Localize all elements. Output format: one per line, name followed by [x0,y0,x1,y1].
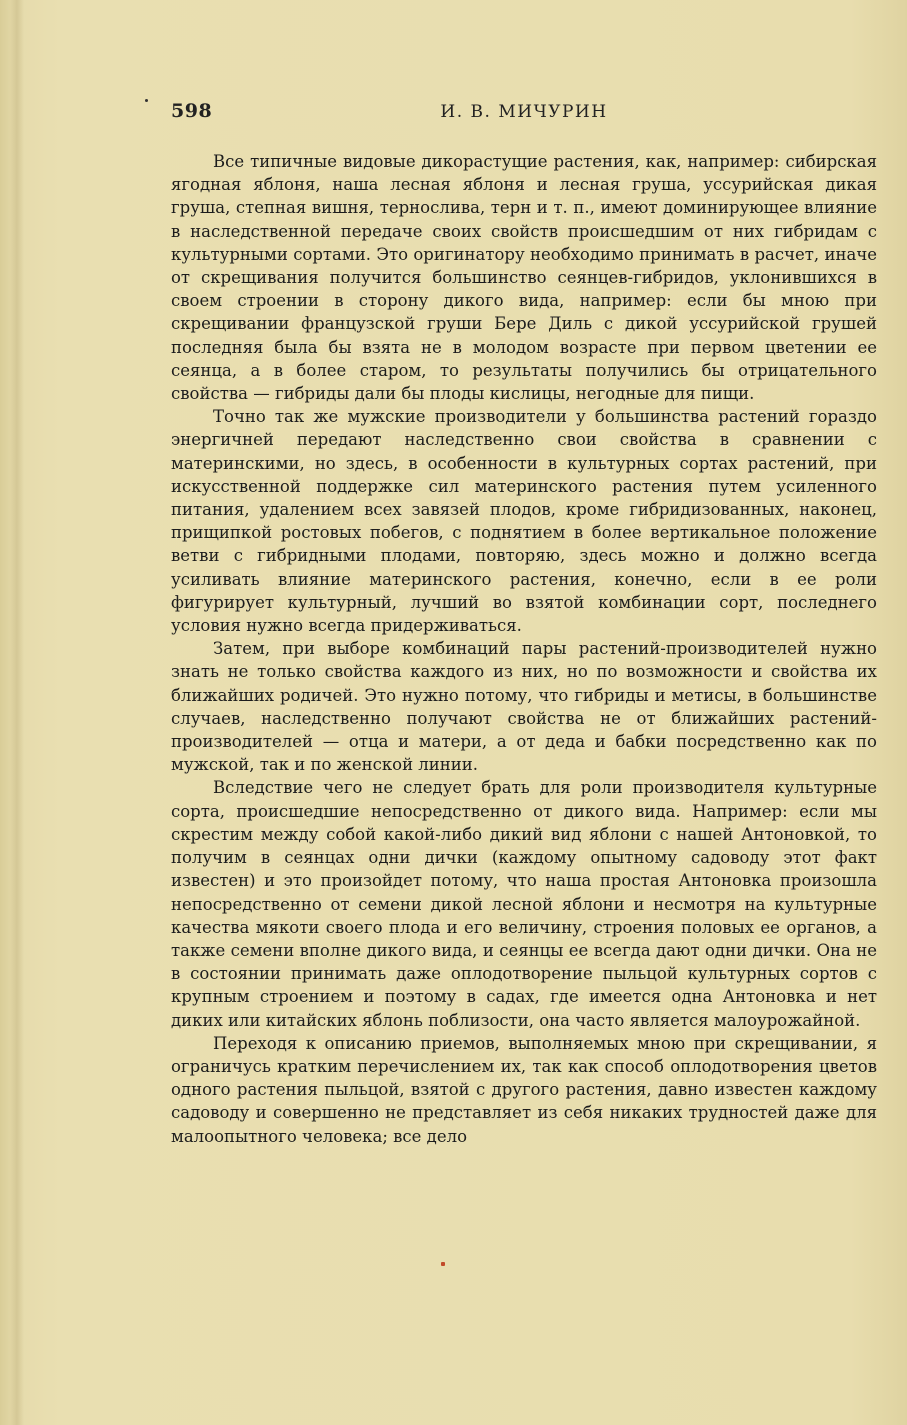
ink-speck [145,99,148,102]
page-spine-shadow [10,0,24,1425]
body-text [171,150,877,1148]
running-head: И. В. МИЧУРИН [440,102,608,122]
paragraph: Все типичные видовые дикорастущие растения, как, например: сибирская ягодная яблоня, наша лесная яблоня и лесная груша, уссурийская дикая груша, степная вишня, тернослива, терн и т. п., имеют доминирующее влияние в наследственной передаче своих свойств происшедшим от них гибридам с культурными сортами. Это оригинатору необходимо принимать в расчет, иначе от скрещивания получится большинство сеянцев-гибридов, уклонившихся в своем строении в сторону дикого вида, например: если бы мною при скрещивании французской груши Бере Диль с дикой уссурийской грушей последняя была бы взята не в молодом возрасте при первом цветении ее сеянца, а в более старом, то результаты получились бы отрицательного свойства — гибриды дали бы плоды кислицы, негодные для пищи. [171,152,877,404]
paragraph: Точно так же мужские производители у большинства растений гораздо энергичней передают наследственно свои свойства в сравнении с материнскими, но здесь, в особенности в культурных сортах растений, при искусственной поддержке сил материнского растения путем усиленного питания, удалением всех завязей плодов, кроме гибридизованных, наконец, прищипкой ростовых побегов, с поднятием в более вертикальное положение ветви с гибридными плодами, повторяю, здесь можно и должно всегда усиливать влияние материнского растения, конечно, если в ее роли фигурирует культурный, лучший во взятой комбинации сорт, последнего условия нужно всегда придерживаться. [171,407,877,636]
paragraph: Вследствие чего не следует брать для роли производителя культурные сорта, происшедшие непосредственно от дикого вида. Например: если мы скрестим между собой какой-либо дикий вид яблони с нашей Антоновкой, то получим в сеянцах одни дички (каждому опытному садоводу этот факт известен) и это произойдет потому, что наша простая Антоновка произошла непосредственно от семени дикой лесной яблони и несмотря на культурные качества мякоти своего плода и его величину, строения половых ее органов, а также семени вполне дикого вида, и сеянцы ее всегда дают одни дички. Она не в состоянии принимать даже оплодотворение пыльцой культурных сортов с крупным строением и поэтому в садах, где имеется одна Антоновка и нет диких или китайских яблонь поблизости, она часто является малоурожайной. [171,778,877,1030]
paragraph: Переходя к описанию приемов, выполняемых мною при скрещивании, я ограничусь кратким перечислением их, так как способ оплодотворения цветов одного растения пыльцой, взятой с другого растения, давно известен каждому садоводу и совершенно не представляет из себя никаких трудностей даже для малоопытного человека; все дело [171,1033,877,1146]
red-ink-mark [441,1262,445,1266]
page-number: 598 [171,100,213,122]
page-header [171,100,877,130]
paragraph: Затем, при выборе комбинаций пары растений-производителей нужно знать не только свойства каждого из них, но по возможности и свойства их ближайших родичей. Это нужно потому, что гибриды и метисы, в большинстве случаев, наследственно получают свойства не от ближайших растений-производителей — отца и матери, а от деда и бабки посредственно как по мужской, так и по женской линии. [171,639,877,775]
